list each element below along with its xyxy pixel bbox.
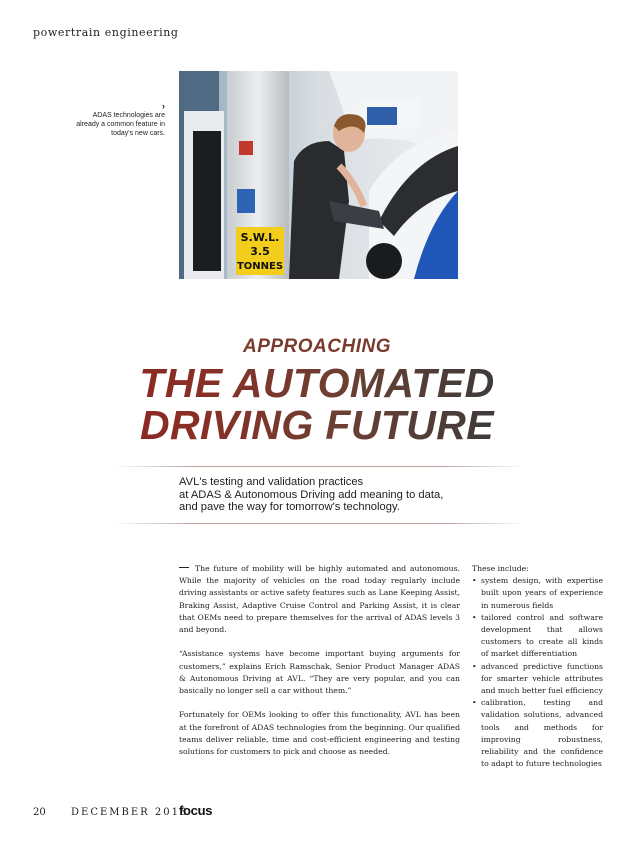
title-kicker: APPROACHING [242,336,391,357]
sign-text-1: S.W.L. [240,231,280,244]
deck [179,476,499,514]
body-paragraph-1 [179,563,460,636]
list-item: • calibration, testing and validation solutions, advanced tools and methods for improving robustness, reliability and the confidence to adapt to future technologies [472,697,603,770]
headline-line-1: THE AUTOMATED [139,360,495,406]
sidebar-list [472,575,603,770]
sidebar-column [472,563,603,770]
page-number: 20 [33,807,46,818]
deck-bottom-divider [112,523,526,524]
list-item: • system design, with expertise built upon years of experience in numerous fields [472,575,603,612]
deck-line-2: at ADAS & Autonomous Driving add meaning to data, [179,488,444,501]
deck-line-1: AVL's testing and validation practices [179,476,364,488]
list-item: • tailored control and software development that allows customers to create all kinds of market differentiation [472,612,603,661]
section-label: powertrain engineering [33,26,179,39]
headline [0,362,634,446]
opening-dash [179,567,189,568]
list-item: • advanced predictive functions for smarter vehicle attributes and much better fuel efficiency [472,661,603,698]
hero-photo [179,71,458,279]
sign-text-3: TONNES [236,261,284,272]
photo-caption [70,102,165,138]
headline-line-2: DRIVING FUTURE [139,402,495,448]
magazine-logo: focus [179,803,213,818]
issue-date: DECEMBER 2018 [71,807,189,818]
body-paragraph-3: Fortunately for OEMs looking to offer this functionality, AVL has been at the forefront of ADAS technologies from the beginning. Our qualified teams deliver reliable, time and cost-efficient engineering and testing solutions for customers to pick and choose as needed. [179,710,460,757]
body-paragraph-1-text: The future of mobility will be highly automated and autonomous. While the majority of vehicles on the road today regularly include driving assistants or active safety features such as Lane Keeping Assist, Braking Assist, Adaptive Cruise Control and Parking Assist, it is clear that OEMs need to prepare themselves for the arrival of ADAS levels 3 and beyond. [179,564,461,635]
sign-text-2: 3.5 [250,245,270,258]
body-paragraph-2: “Assistance systems have become important buying arguments for customers,” explains Erich Ramschak, Senior Product Manager ADAS & Autonomous Driving at AVL. “They are very popular, and you can basically no longer sell a car without them.” [179,649,460,696]
caption-text: ADAS technologies are already a common feature in today's new cars. [76,112,165,137]
deck-top-divider [112,466,526,467]
caption-arrow-icon: › [162,101,165,111]
body-column [179,563,460,770]
sidebar-intro: These include: [472,564,529,573]
deck-line-3: and pave the way for tomorrow's technology. [179,501,400,514]
hero-photo-illustration [179,71,458,279]
